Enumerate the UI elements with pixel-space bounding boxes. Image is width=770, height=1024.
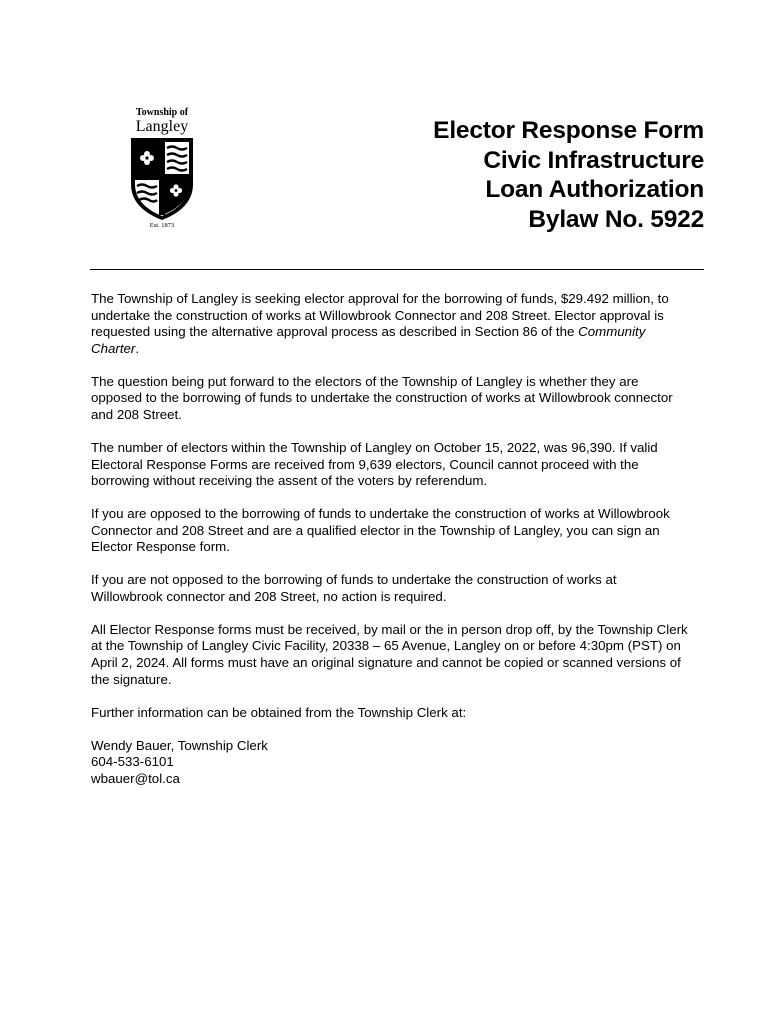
paragraph-opposed: If you are opposed to the borrowing of funds to undertake the construction of works at Willowbrook Connector and 208 Street and are a qualified elector in the Township of Langley, you can sign an Elector Response form. [91, 506, 670, 555]
document-body [91, 291, 691, 787]
paragraph-submission: All Elector Response forms must be received, by mail or the in person drop off, by the Township Clerk at the Township of Langley Civic Facility, 20338 – 65 Avenue, Langley on or before 4:30pm (PST) on April 2, 2024. All forms must have an original signature and cannot be copied or scanned versions of the signature. [91, 621, 688, 687]
contact-phone: 604-533-6101 [91, 754, 174, 770]
logo-line1: Township of [135, 107, 189, 118]
logo-line2: Langley [135, 118, 189, 135]
township-crest-icon [122, 104, 202, 230]
title-line-2: Civic Infrastructure [483, 146, 704, 174]
paragraph-intro-end: . [135, 340, 140, 356]
contact-block [91, 738, 691, 788]
paragraph-not-opposed: If you are not opposed to the borrowing of funds to undertake the construction of works at Willowbrook connector and 208 Street, no action is required. [91, 572, 617, 604]
paragraph-elector-count: The number of electors within the Township of Langley on October 15, 2022, was 96,390. If valid Electoral Response Forms are received from 9,639 electors, Council cannot proceed with the borrowing without receiving the assent of the voters by referendum. [91, 439, 658, 489]
shield-cross-horizontal [135, 174, 189, 180]
paragraph-further-info: Further information can be obtained from the Township Clerk at: [91, 704, 467, 720]
title-line-4: Bylaw No. 5922 [528, 205, 704, 233]
township-logo [122, 104, 202, 230]
community-charter-reference: Community Charter [91, 324, 646, 356]
contact-name: Wendy Bauer, Township Clerk [91, 737, 268, 753]
paragraph-intro [91, 291, 691, 357]
logo-established: Est. 1873 [149, 222, 175, 229]
horizontal-divider [90, 269, 704, 270]
document-title [433, 116, 704, 234]
title-line-1: Elector Response Form [433, 117, 704, 144]
paragraph-question: The question being put forward to the electors of the Township of Langley is whether they are opposed to the borrowing of funds to undertake the construction of works at Willowbrook connector and 208 Street. [91, 373, 673, 422]
title-line-3: Loan Authorization [485, 176, 704, 203]
contact-email[interactable]: wbauer@tol.ca [91, 770, 180, 786]
paragraph-intro-text: The Township of Langley is seeking elector approval for the borrowing of funds, $29.492 million, to undertake the construction of works at Willowbrook Connector and 208 Street. Elector approval is requested using the alternative approval process as described in Section 86 of the [91, 291, 669, 340]
